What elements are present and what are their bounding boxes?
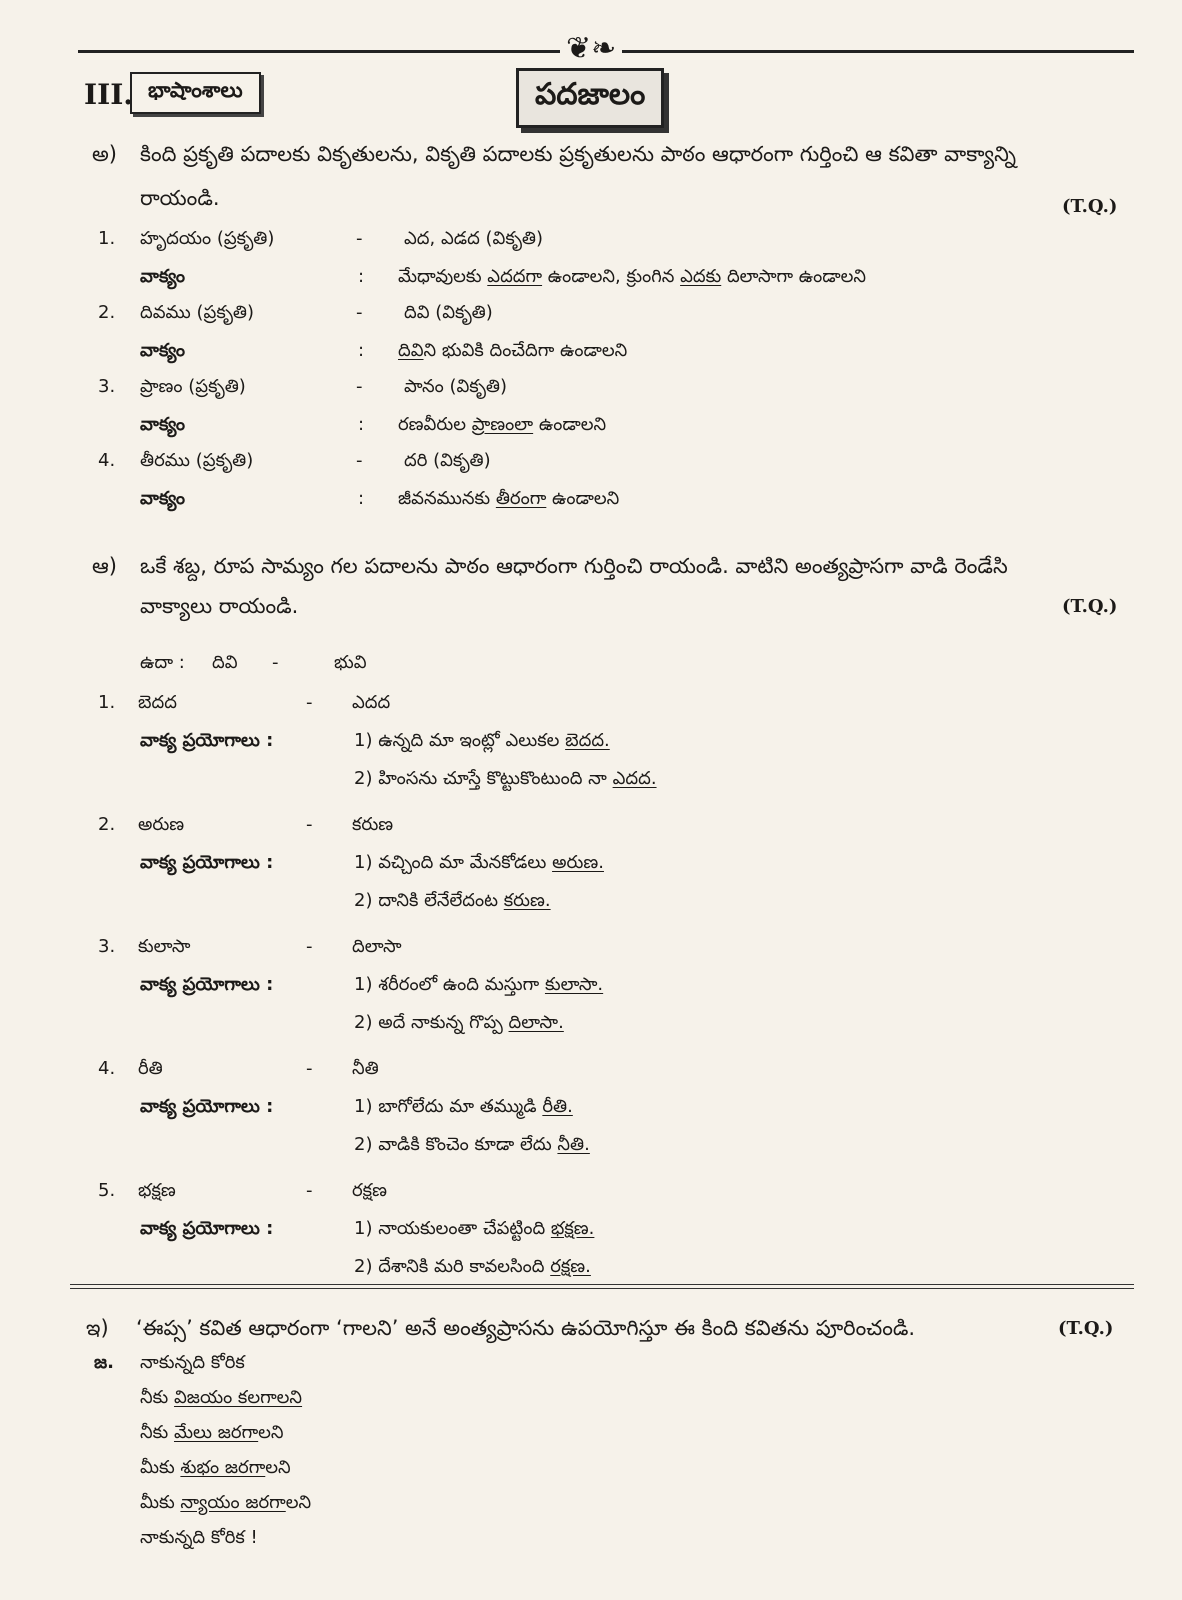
item-number: 1. — [98, 692, 116, 713]
dash: - — [306, 936, 313, 957]
sentence-text: 2) దానికి లేనేలేదంట — [354, 890, 504, 911]
poem-line — [140, 1527, 258, 1552]
colon: : — [358, 266, 365, 287]
sentence-text: ని భువికి దించేదిగా ఉండాలని — [423, 340, 628, 361]
sentence-label: వాక్యం — [140, 340, 186, 361]
dash: - — [356, 450, 363, 471]
underlined-word: రీతి. — [542, 1096, 573, 1117]
usage-sentence-2 — [354, 890, 551, 915]
sentence-text: జీవనమునకు — [398, 488, 496, 509]
poem-line — [140, 1492, 311, 1517]
underlined-phrase: శుభం జరగా — [180, 1457, 266, 1478]
vikruti-word: దివి (వికృతి) — [404, 302, 493, 323]
underlined-word: భక్షణ. — [550, 1218, 595, 1239]
underlined-phrase: విజయం కలగాలని — [173, 1387, 303, 1408]
word-2: ఎదద — [352, 692, 391, 713]
poem-text: లని — [258, 1422, 284, 1443]
colon: : — [358, 488, 365, 509]
underlined-word: కరుణ. — [503, 890, 551, 911]
word-1: కులాసా — [138, 936, 191, 957]
prakruti-word: దివము (ప్రకృతి) — [140, 302, 255, 323]
question-aa-marker: ఆ) — [92, 554, 117, 578]
poem-line — [140, 1457, 291, 1482]
vikruti-word: ఎద, ఎడద (వికృతి) — [404, 228, 544, 249]
sentence — [398, 488, 619, 513]
underlined-word: దివి — [398, 340, 424, 361]
question-aa-text-line2: వాక్యాలు రాయండి. — [140, 594, 299, 618]
divider — [70, 1284, 1134, 1285]
sentence — [398, 266, 866, 291]
usage-sentence-2 — [354, 1012, 564, 1037]
example-label: ఉదా : — [140, 652, 185, 673]
question-i-marker: ఇ) — [86, 1316, 109, 1340]
sentence-text: 2) వాడికి కొంచెం కూడా లేదు — [354, 1134, 558, 1155]
usage-label: వాక్య ప్రయోగాలు : — [140, 974, 274, 995]
sentence-label: వాక్యం — [140, 414, 186, 435]
poem-text: నీకు — [140, 1387, 174, 1408]
word-1: బెదద — [138, 692, 177, 713]
sentence-label: వాక్యం — [140, 488, 186, 509]
poem-text: లని — [285, 1492, 312, 1513]
sentence-text: 1) శరీరంలో ఉంది మస్తుగా — [354, 974, 545, 995]
poem-text: మీకు — [140, 1457, 181, 1478]
usage-label: వాక్య ప్రయోగాలు : — [140, 730, 274, 751]
sentence-text: 1) వచ్చింది మా మేనకోడలు — [354, 852, 553, 873]
usage-label: వాక్య ప్రయోగాలు : — [140, 1096, 274, 1117]
word-2: రక్షణ — [352, 1180, 387, 1201]
question-i-tag: (T.Q.) — [1058, 1318, 1114, 1339]
item-number: 5. — [98, 1180, 116, 1201]
page-title: పదజాలం — [516, 68, 664, 128]
sentence — [398, 340, 627, 365]
sentence-text: 2) దేశానికి మరి కావలసింది — [354, 1256, 551, 1277]
poem-text: నీకు — [140, 1422, 174, 1443]
usage-sentence-2 — [354, 1256, 591, 1281]
section-number: III. — [84, 78, 134, 111]
answer-label: జ. — [94, 1352, 114, 1373]
underlined-word: ఎదదగా — [487, 266, 543, 287]
prakruti-word: తీరము (ప్రకృతి) — [140, 450, 254, 471]
sentence-text: 1) ఉన్నది మా ఇంట్లో ఎలుకల — [354, 730, 566, 751]
question-a-marker: అ) — [92, 142, 117, 166]
underlined-word: ఎదకు — [680, 266, 722, 287]
sentence-text: రణవీరుల — [398, 414, 472, 435]
sentence-text: ఉండాలని — [546, 488, 620, 509]
underlined-word: దిలాసా. — [508, 1012, 564, 1033]
usage-sentence-1 — [354, 1218, 594, 1243]
dash: - — [306, 1058, 313, 1079]
poem-line — [140, 1352, 245, 1377]
underlined-word: తీరంగా — [495, 488, 547, 509]
item-number: 4. — [98, 1058, 116, 1079]
word-1: రీతి — [138, 1058, 163, 1079]
underlined-phrase: మేలు జరగా — [173, 1422, 259, 1443]
example-word-1: దివి — [212, 652, 238, 673]
word-1: అరుణ — [138, 814, 185, 835]
example-word-2: భువి — [334, 652, 367, 673]
question-a-text-line2: రాయండి. — [140, 186, 220, 210]
underlined-word: రక్షణ. — [550, 1256, 591, 1277]
vikruti-word: పానం (వికృతి) — [404, 376, 507, 397]
dash: - — [306, 814, 313, 835]
sentence-text: 1) బాగోలేదు మా తమ్ముడి — [354, 1096, 543, 1117]
sentence — [398, 414, 606, 439]
poem-text: నాకున్నది కోరిక — [140, 1352, 245, 1373]
usage-sentence-1 — [354, 852, 604, 877]
sentence-text: ఉండాలని, క్రుంగిన — [542, 266, 681, 287]
colon: : — [358, 340, 365, 361]
question-aa-tag: (T.Q.) — [1062, 596, 1118, 617]
sentence-text: మేధావులకు — [398, 266, 488, 287]
sentence-text: 1) నాయకులంతా చేపట్టింది — [354, 1218, 551, 1239]
divider — [70, 1288, 1134, 1289]
sentence-text: దిలాసాగా ఉండాలని — [721, 266, 867, 287]
item-number: 4. — [98, 450, 116, 471]
word-2: కరుణ — [352, 814, 394, 835]
usage-sentence-2 — [354, 768, 657, 793]
word-1: భక్షణ — [138, 1180, 176, 1201]
question-a-tag: (T.Q.) — [1062, 196, 1118, 217]
underlined-word: అరుణ. — [552, 852, 604, 873]
underlined-word: ఎదద. — [612, 768, 657, 789]
sentence-text: 2) హింసను చూస్తే కొట్టుకొంటుంది నా — [354, 768, 613, 789]
item-number: 2. — [98, 814, 116, 835]
prakruti-word: ప్రాణం (ప్రకృతి) — [140, 376, 246, 397]
dash: - — [356, 376, 363, 397]
usage-label: వాక్య ప్రయోగాలు : — [140, 1218, 274, 1239]
sentence-text: 2) అదే నాకున్న గొప్ప — [354, 1012, 509, 1033]
underlined-word: నీతి. — [557, 1134, 590, 1155]
word-2: నీతి — [352, 1058, 379, 1079]
poem-line — [140, 1422, 284, 1447]
usage-sentence-1 — [354, 974, 603, 999]
poem-line — [140, 1387, 302, 1412]
question-i-text: ‘ఈప్స’ కవిత ఆధారంగా ‘గాలని’ అనే అంత్యప్రాసను ఉపయోగిస్తూ ఈ కింది కవితను పూరించండి. — [136, 1316, 916, 1340]
poem-text: లని — [265, 1457, 291, 1478]
sentence-label: వాక్యం — [140, 266, 186, 287]
underlined-word: బెదద. — [565, 730, 610, 751]
usage-sentence-1 — [354, 1096, 573, 1121]
underlined-word: ప్రాణంలా — [471, 414, 534, 435]
poem-text: మీకు — [140, 1492, 181, 1513]
item-number: 1. — [98, 228, 116, 249]
sentence-text: ఉండాలని — [533, 414, 607, 435]
dash: - — [306, 1180, 313, 1201]
dash: - — [356, 228, 363, 249]
example-dash: - — [272, 652, 279, 673]
vikruti-word: దరి (వికృతి) — [404, 450, 491, 471]
question-a-text-line1: కింది ప్రకృతి పదాలకు వికృతులను, వికృతి పదాలకు ప్రకృతులను పాఠం ఆధారంగా గుర్తించి ఆ కవితా వాక్యాన్ని — [140, 142, 1016, 166]
dash: - — [356, 302, 363, 323]
item-number: 3. — [98, 376, 116, 397]
usage-label: వాక్య ప్రయోగాలు : — [140, 852, 274, 873]
underlined-phrase: న్యాయం జరగా — [180, 1492, 286, 1513]
section-label-box: భాషాంశాలు — [130, 72, 261, 114]
item-number: 3. — [98, 936, 116, 957]
usage-sentence-1 — [354, 730, 610, 755]
prakruti-word: హృదయం (ప్రకృతి) — [140, 228, 275, 249]
colon: : — [358, 414, 365, 435]
ornament-icon: ❦❧ — [560, 34, 622, 64]
word-2: దిలాసా — [352, 936, 402, 957]
item-number: 2. — [98, 302, 116, 323]
underlined-word: కులాసా. — [544, 974, 604, 995]
usage-sentence-2 — [354, 1134, 590, 1159]
poem-text: నాకున్నది కోరిక ! — [140, 1527, 258, 1548]
dash: - — [306, 692, 313, 713]
question-aa-text-line1: ఒకే శబ్ద, రూప సామ్యం గల పదాలను పాఠం ఆధారంగా గుర్తించి రాయండి. వాటిని అంత్యప్రాసగా వాడి రెండేసి — [140, 554, 1008, 578]
